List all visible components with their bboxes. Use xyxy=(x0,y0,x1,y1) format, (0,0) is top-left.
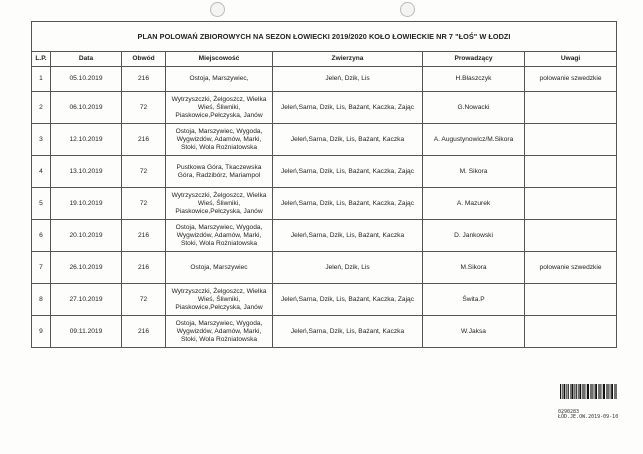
cell-notes xyxy=(525,156,617,188)
cell-date: 13.10.2019 xyxy=(51,156,122,188)
barcode-image xyxy=(559,384,619,410)
cell-lp: 7 xyxy=(32,252,51,284)
cell-game: Jeleń,Sarna, Dzik, Lis, Bażant, Kaczka xyxy=(273,124,423,156)
cell-place: Ostoja, Marszywiec, Wygoda, Wygwizdów, Adamów, Marki, Stoki, Wola Rożniatowska xyxy=(166,220,273,252)
cell-notes xyxy=(525,92,617,124)
punch-hole-left xyxy=(210,2,225,17)
cell-leader: Świta.P xyxy=(423,284,525,316)
cell-notes xyxy=(525,124,617,156)
table-row xyxy=(32,188,617,220)
cell-date: 26.10.2019 xyxy=(51,252,122,284)
header-place: Miejscowość xyxy=(166,52,273,67)
cell-lp: 9 xyxy=(32,316,51,348)
document-title: PLAN POLOWAŃ ZBIOROWYCH NA SEZON ŁOWIECKI 2019/2020 KOŁO ŁOWIECKIE NR 7 "ŁOŚ" W ŁODZI xyxy=(32,22,617,52)
table-row xyxy=(32,316,617,348)
cell-notes xyxy=(525,188,617,220)
cell-game: Jeleń, Dzik, Lis xyxy=(273,67,423,92)
header-leader: Prowadzący xyxy=(423,52,525,67)
table-row xyxy=(32,67,617,92)
cell-date: 19.10.2019 xyxy=(51,188,122,220)
cell-lp: 4 xyxy=(32,156,51,188)
cell-lp: 2 xyxy=(32,92,51,124)
table-row xyxy=(32,220,617,252)
cell-date: 05.10.2019 xyxy=(51,67,122,92)
cell-date: 06.10.2019 xyxy=(51,92,122,124)
cell-date: 09.11.2019 xyxy=(51,316,122,348)
cell-game: Jeleń,Sarna, Dzik, Lis, Bażant, Kaczka, Zając xyxy=(273,156,423,188)
cell-place: Wytrzyszczki, Żelgoszcz, Wielka Wieś, Śliwniki, Piaskowice,Pełczyska, Janów xyxy=(166,92,273,124)
cell-district: 216 xyxy=(122,316,166,348)
cell-place: Ostoja, Marszywiec, Wygoda, Wygwizdów, Adamów, Marki, Stoki, Wola Rożniatowska xyxy=(166,124,273,156)
table-row xyxy=(32,252,617,284)
cell-place: Ostoja, Marszywiec, xyxy=(166,67,273,92)
header-district: Obwód xyxy=(122,52,166,67)
cell-district: 72 xyxy=(122,284,166,316)
cell-district: 216 xyxy=(122,124,166,156)
cell-game: Jeleń,Sarna, Dzik, Lis, Bażant, Kaczka, Zając xyxy=(273,284,423,316)
table-row xyxy=(32,156,617,188)
cell-notes xyxy=(525,284,617,316)
table-row xyxy=(32,124,617,156)
table-row xyxy=(32,92,617,124)
cell-notes xyxy=(525,220,617,252)
cell-date: 27.10.2019 xyxy=(51,284,122,316)
header-date: Data xyxy=(51,52,122,67)
cell-leader: D. Jankowski xyxy=(423,220,525,252)
cell-notes: polowanie szwedzkie xyxy=(525,67,617,92)
barcode-number: 0290283 ŁÓD.JE.OW.2019-09-10 xyxy=(558,409,619,420)
cell-leader: H.Błaszczyk xyxy=(423,67,525,92)
cell-leader: A. Augustynowicz/M.Sikora xyxy=(423,124,525,156)
hunting-plan-table xyxy=(31,21,617,348)
cell-district: 72 xyxy=(122,188,166,220)
punch-hole-right xyxy=(400,2,415,17)
cell-date: 20.10.2019 xyxy=(51,220,122,252)
cell-place: Pustkowa Góra, Tkaczewska Góra, Radzibórz, Mariampol xyxy=(166,156,273,188)
cell-place: Wytrzyszczki, Żelgoszcz, Wielka Wieś, Śliwniki, Piaskowice,Pełczyska, Janów xyxy=(166,188,273,220)
cell-game: Jeleń,Sarna, Dzik, Lis, Bażant, Kaczka, Zając xyxy=(273,188,423,220)
cell-leader: M. Sikora xyxy=(423,156,525,188)
cell-place: Wytrzyszczki, Żelgoszcz, Wielka Wieś, Śliwniki, Piaskowice,Pełczyska, Janów xyxy=(166,284,273,316)
cell-district: 216 xyxy=(122,220,166,252)
cell-lp: 6 xyxy=(32,220,51,252)
header-lp: L.P. xyxy=(32,52,51,67)
header-game: Zwierzyna xyxy=(273,52,423,67)
cell-game: Jeleń,Sarna, Dzik, Lis, Bażant, Kaczka, Zając xyxy=(273,92,423,124)
cell-district: 216 xyxy=(122,67,166,92)
cell-lp: 8 xyxy=(32,284,51,316)
cell-leader: W.Jaksa xyxy=(423,316,525,348)
cell-game: Jeleń,Sarna, Dzik, Lis, Bażant, Kaczka xyxy=(273,220,423,252)
cell-leader: A. Mazurek xyxy=(423,188,525,220)
cell-lp: 5 xyxy=(32,188,51,220)
cell-leader: M.Sikora xyxy=(423,252,525,284)
cell-notes: polowanie szwedzkie xyxy=(525,252,617,284)
cell-game: Jeleń,Sarna, Dzik, Lis, Bażant, Kaczka xyxy=(273,316,423,348)
cell-place: Ostoja, Marszywiec, Wygoda, Wygwizdów, Adamów, Marki, Stoki, Wola Rożniatowska xyxy=(166,316,273,348)
header-row xyxy=(32,52,617,67)
cell-place: Ostoja, Marszywiec xyxy=(166,252,273,284)
header-notes: Uwagi xyxy=(525,52,617,67)
cell-leader: G.Nowacki xyxy=(423,92,525,124)
cell-game: Jeleń, Dzik, Lis xyxy=(273,252,423,284)
table-row xyxy=(32,284,617,316)
cell-district: 72 xyxy=(122,92,166,124)
cell-district: 216 xyxy=(122,252,166,284)
cell-district: 72 xyxy=(122,156,166,188)
cell-date: 12.10.2019 xyxy=(51,124,122,156)
cell-lp: 1 xyxy=(32,67,51,92)
cell-lp: 3 xyxy=(32,124,51,156)
cell-notes xyxy=(525,316,617,348)
barcode-caption: ŁÓD.JE.OW.2019-09-10 xyxy=(558,414,619,420)
